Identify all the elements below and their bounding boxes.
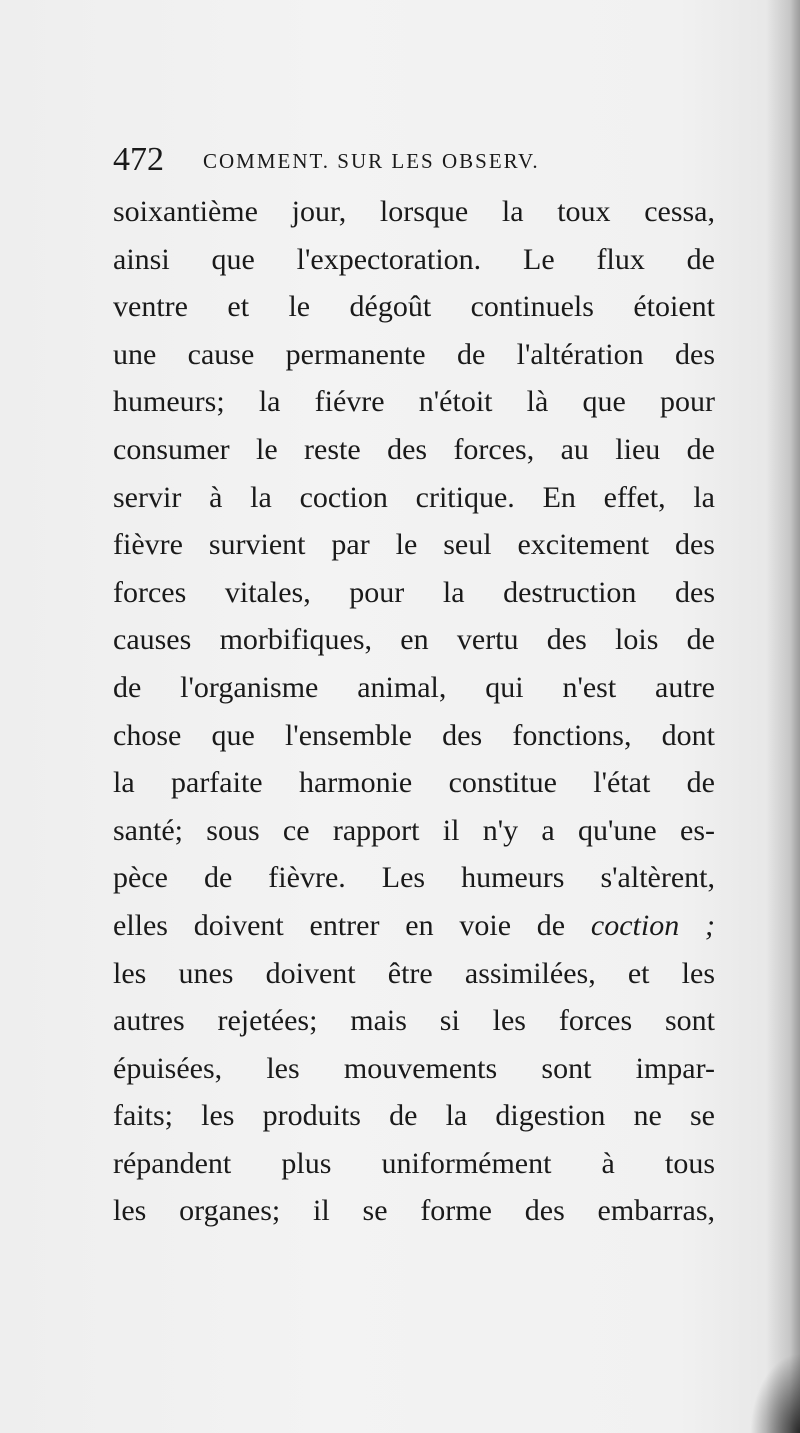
page-header	[113, 140, 713, 180]
page-number: 472	[113, 141, 164, 178]
text-line: répandent plus uniformément à tous	[113, 1146, 715, 1180]
text-line: forces vitales, pour la destruction des	[113, 575, 715, 609]
text-line: pèce de fièvre. Les humeurs s'altèrent,	[113, 861, 715, 895]
text-line: humeurs; la fiévre n'étoit là que pour	[113, 385, 715, 419]
text-line: soixantième jour, lorsque la toux cessa,	[113, 195, 715, 228]
page-edge-shadow	[766, 0, 800, 1433]
text-line: chose que l'ensemble des fonctions, dont	[113, 718, 715, 752]
text-line: les unes doivent être assimilées, et les	[113, 956, 715, 990]
text-line: les organes; il se forme des embarras,	[113, 1194, 715, 1228]
text-line: servir à la coction critique. En effet, la	[113, 480, 715, 514]
text-line: ainsi que l'expectoration. Le flux de	[113, 242, 715, 276]
text-line: elles doivent entrer en voie de coction ;	[113, 908, 715, 942]
text-line: une cause permanente de l'altération des	[113, 337, 715, 371]
running-head: COMMENT. SUR LES OBSERV.	[203, 149, 540, 173]
text-line: causes morbifiques, en vertu des lois de	[113, 623, 715, 657]
text-line: de l'organisme animal, qui n'est autre	[113, 670, 715, 704]
body-text	[113, 188, 715, 1235]
text-line: autres rejetées; mais si les forces sont	[113, 1004, 715, 1038]
text-line: faits; les produits de la digestion ne se	[113, 1099, 715, 1133]
text-line: consumer le reste des forces, au lieu de	[113, 432, 715, 466]
text-line: fièvre survient par le seul excitement des	[113, 528, 715, 562]
text-line: ventre et le dégoût continuels étoient	[113, 290, 715, 324]
text-line: la parfaite harmonie constitue l'état de	[113, 766, 715, 800]
italic-term: coction ;	[590, 908, 715, 942]
text-line: épuisées, les mouvements sont impar-	[113, 1051, 715, 1085]
text-line: santé; sous ce rapport il n'y a qu'une es-	[113, 813, 715, 847]
corner-shadow	[750, 1353, 800, 1433]
